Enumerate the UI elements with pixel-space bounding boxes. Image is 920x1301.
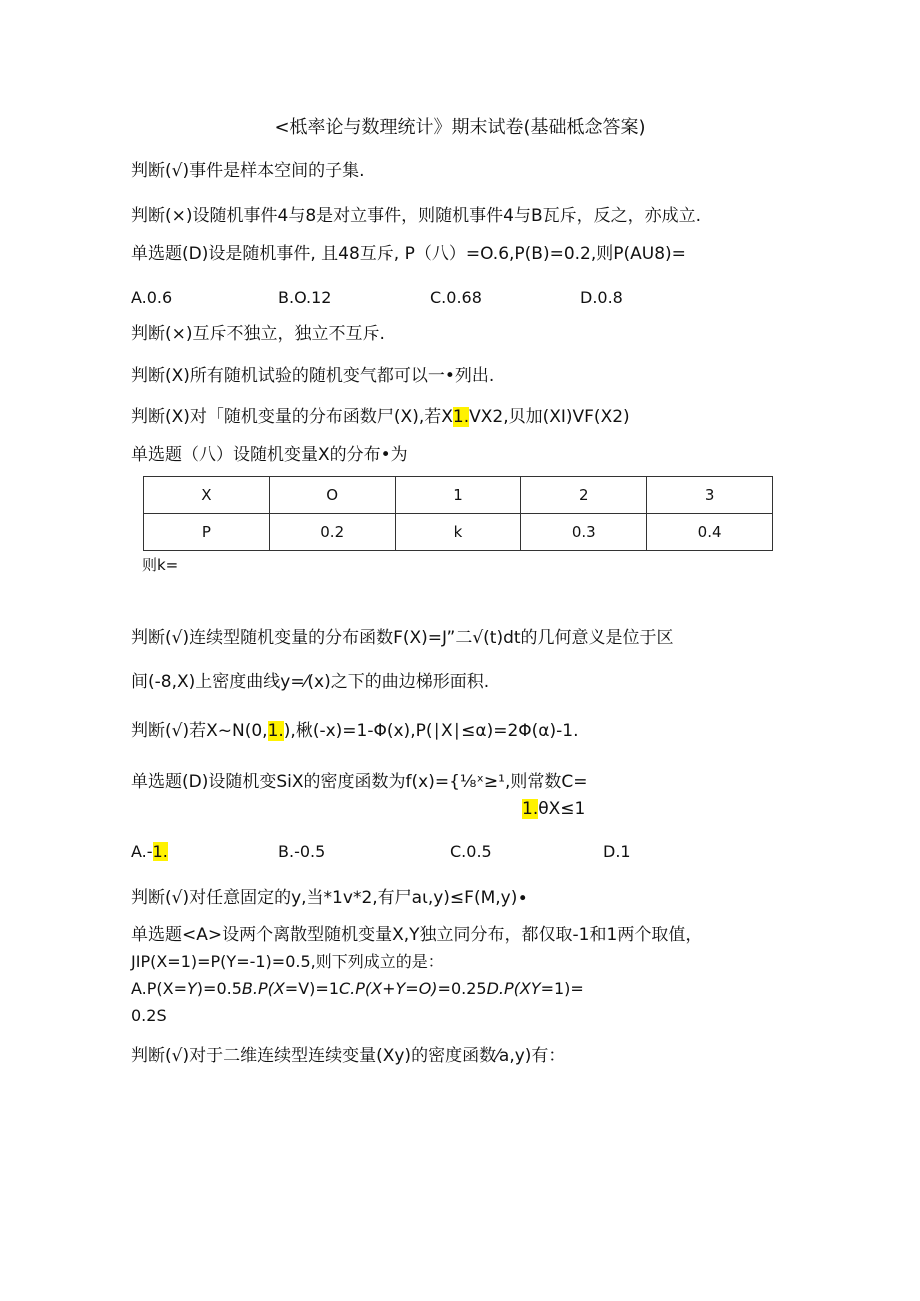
q10-option-a-highlight: 1. (152, 842, 168, 861)
q10-option-b: B.-0.5 (278, 842, 326, 861)
question-6 (131, 406, 630, 428)
q12-part-d-italic: D.P(XY (486, 979, 541, 998)
q10-option-c: C.0.5 (450, 842, 492, 861)
question-12-line-3 (131, 978, 584, 1000)
q12-part-c-italic: C.P(X+Y=O) (339, 979, 438, 998)
question-8-line-2: 间(-8,X)上密度曲线y=⁄(x)之下的曲边梯形面积. (131, 672, 490, 692)
question-5: 判断(X)所有随机试验的随机变气都可以一•列出. (131, 366, 495, 386)
question-8-line-1: 判断(√)连续型随机变量的分布函数F(X)=J”二√(t)dt的几何意义是位于区 (131, 628, 674, 648)
table-cell: 0.3 (521, 514, 647, 551)
table-row (144, 514, 773, 551)
question-12-line-4: 0.2S (131, 1006, 167, 1025)
q12-part-c: V)=1 (298, 979, 339, 998)
table-cell: X (144, 477, 270, 514)
question-4: 判断(×)互斥不独立，独立不互斥. (131, 324, 385, 344)
table-cell: k (395, 514, 521, 551)
q6-highlight: 1. (452, 407, 470, 427)
question-9 (131, 720, 578, 742)
q12-part-e: =1)= (540, 979, 584, 998)
q9-text-post: ),楸(-x)=1-Φ(x),P(∣X∣≤α)=2Φ(α)-1. (283, 721, 579, 741)
question-1: 判断(√)事件是样本空间的子集. (131, 161, 365, 181)
question-11: 判断(√)对任意固定的y,当*1v*2,有尸aι,y)≤F(M,y)∙ (131, 888, 528, 908)
question-3: 单选题(D)设是随机事件, 且48互斥, P（八）=O.6,P(B)=0.2,则P(AU8)= (131, 244, 686, 264)
table-cell: 0.2 (269, 514, 395, 551)
q12-part-a: A.P(X (131, 979, 174, 998)
q12-part-a-italic: =Y (173, 979, 197, 998)
q3-option-a: A.0.6 (131, 288, 173, 307)
question-12-line-2: JIP(X=1)=P(Y=-1)=0.5,则下列成立的是： (131, 952, 444, 971)
q3-option-d: D.0.8 (580, 288, 623, 307)
table-row (144, 477, 773, 514)
q12-part-b: )=0.5 (196, 979, 242, 998)
question-10-line-2 (522, 798, 585, 820)
q12-part-d: =0.25 (437, 979, 487, 998)
table-cell: 1 (395, 477, 521, 514)
question-13: 判断(√)对于二维连续型连续变量(Xy)的密度函数⁄a,y)有： (131, 1046, 566, 1066)
q10-option-a-pre: A.- (131, 842, 153, 861)
q10-text-post: θX≤1 (538, 799, 586, 819)
q10-option-a (131, 841, 168, 863)
table-cell: P (144, 514, 270, 551)
q6-text-pre: 判断(X)对「随机变量的分布函数尸(X),若X (131, 407, 453, 427)
distribution-table (143, 476, 773, 551)
table-cell: 0.4 (647, 514, 773, 551)
q3-option-c: C.0.68 (430, 288, 482, 307)
q6-text-post: VX2,贝加(XI)VF(X2) (469, 407, 630, 427)
question-12-line-1: 单选题<A>设两个离散型随机变量X,Y独立同分布，都仅取-1和1两个取值， (131, 925, 703, 945)
table-cell: 3 (647, 477, 773, 514)
question-10-line-1: 单选题(D)设随机变SiX的密度函数为f(x)={⅛ˣ≥¹,则常数C= (131, 772, 588, 792)
q10-option-d: D.1 (603, 842, 631, 861)
question-7: 单选题（八）设随机变量X的分布•为 (131, 445, 408, 465)
q7-tail: 则k= (142, 556, 179, 574)
q9-text-pre: 判断(√)若X~N(0, (131, 721, 268, 741)
q12-part-b-italic: B.P(X= (241, 979, 299, 998)
exam-title: <柢率论与数理统计》期末试卷(基础柢念答案) (274, 117, 646, 138)
table-cell: O (269, 477, 395, 514)
q10-highlight: 1. (522, 799, 539, 819)
table-cell: 2 (521, 477, 647, 514)
q9-highlight: 1. (267, 721, 284, 741)
q3-option-b: B.O.12 (278, 288, 332, 307)
question-2: 判断(×)设随机事件4与8是对立事件，则随机事件4与B瓦斥，反之，亦成立. (131, 206, 702, 226)
